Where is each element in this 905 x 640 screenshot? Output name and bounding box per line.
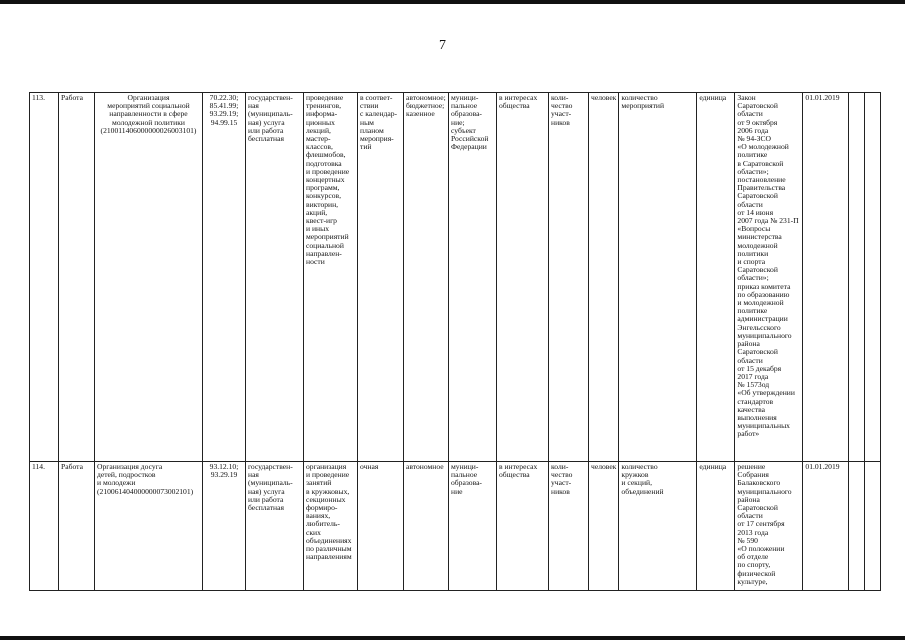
effective-date: 01.01.2019 [803,462,849,591]
entry-type: Работа [59,93,95,462]
effective-date: 01.01.2019 [803,93,849,462]
row-number: 113. [30,93,59,462]
volume-indicator: коли- чество участ- ников [549,462,589,591]
work-condition: в соответ- ствии с календар- ным планом мероприя- тий [358,93,404,462]
volume-unit: человек [589,462,619,591]
founder-type: муници- пальное образова- ние [449,462,497,591]
volume-unit: человек [589,93,619,462]
registry-table [29,92,881,591]
work-content: организация и проведение занятий в кружковых, секционных формиро- ваниях, любитель- ских объединениях по различным направлениям [304,462,358,591]
quality-indicator: количество мероприятий [619,93,697,462]
empty-cell [865,93,881,462]
empty-cell [849,93,865,462]
legal-basis: решение Собрания Балаковского муниципального района Саратовской области от 17 сентября 2013 года № 590 «О положении об отделе по спорту, физической культуре, [735,462,803,591]
work-condition: очная [358,462,404,591]
table-row [30,93,881,462]
row-number: 114. [30,462,59,591]
consumer-category: в интересах общества [497,93,549,462]
work-name: Организация досуга детей, подростков и молодежи (210061404000000073002101) [95,462,203,591]
entry-type: Работа [59,462,95,591]
page-number: 7 [439,38,446,53]
quality-unit: единица [697,93,735,462]
table-row [30,462,881,591]
empty-cell [865,462,881,591]
scan-edge-top [0,0,905,4]
quality-unit: единица [697,462,735,591]
legal-basis: Закон Саратовской области от 9 октября 2006 года № 94-ЗСО «О молодежной политике в Саратовской области»; постановление Правительства Саратовской области от 14 июня 2007 года № 231-П «Вопросы министерства молодежной политики и спорта Саратовской области»; приказ комитета по образованию и молодежной политике администрации Энгельсского муниципального района Саратовской области от 15 декабря 2017 года № 1573од «Об утверждении стандартов качества выполнения муниципальных работ» [735,93,803,462]
okved-codes: 70.22.30; 85.41.99; 93.29.19; 94.99.15 [203,93,246,462]
work-content: проведение тренингов, информа- ционных лекций, мастер- классов, флешмобов, подготовка и проведение концертных программ, конкурсов, викторин, акций, квест-игр и иных мероприятий социальной направлен- ности [304,93,358,462]
volume-indicator: коли- чество участ- ников [549,93,589,462]
service-type: государствен- ная (муниципаль- ная) услуга или работа бесплатная [246,93,304,462]
founder-type: муници- пальное образова- ние; субъект Российской Федерации [449,93,497,462]
empty-cell [849,462,865,591]
okved-codes: 93.12.10; 93.29.19 [203,462,246,591]
institution-type: автономное; бюджетное; казенное [404,93,449,462]
quality-indicator: количество кружков и секций, объединений [619,462,697,591]
work-name: Организация мероприятий социальной направленности в сфере молодежной политики (210011406000000026003101) [95,93,203,462]
service-type: государствен- ная (муниципаль- ная) услуга или работа бесплатная [246,462,304,591]
institution-type: автономное [404,462,449,591]
consumer-category: в интересах общества [497,462,549,591]
scan-edge-bottom [0,636,905,640]
